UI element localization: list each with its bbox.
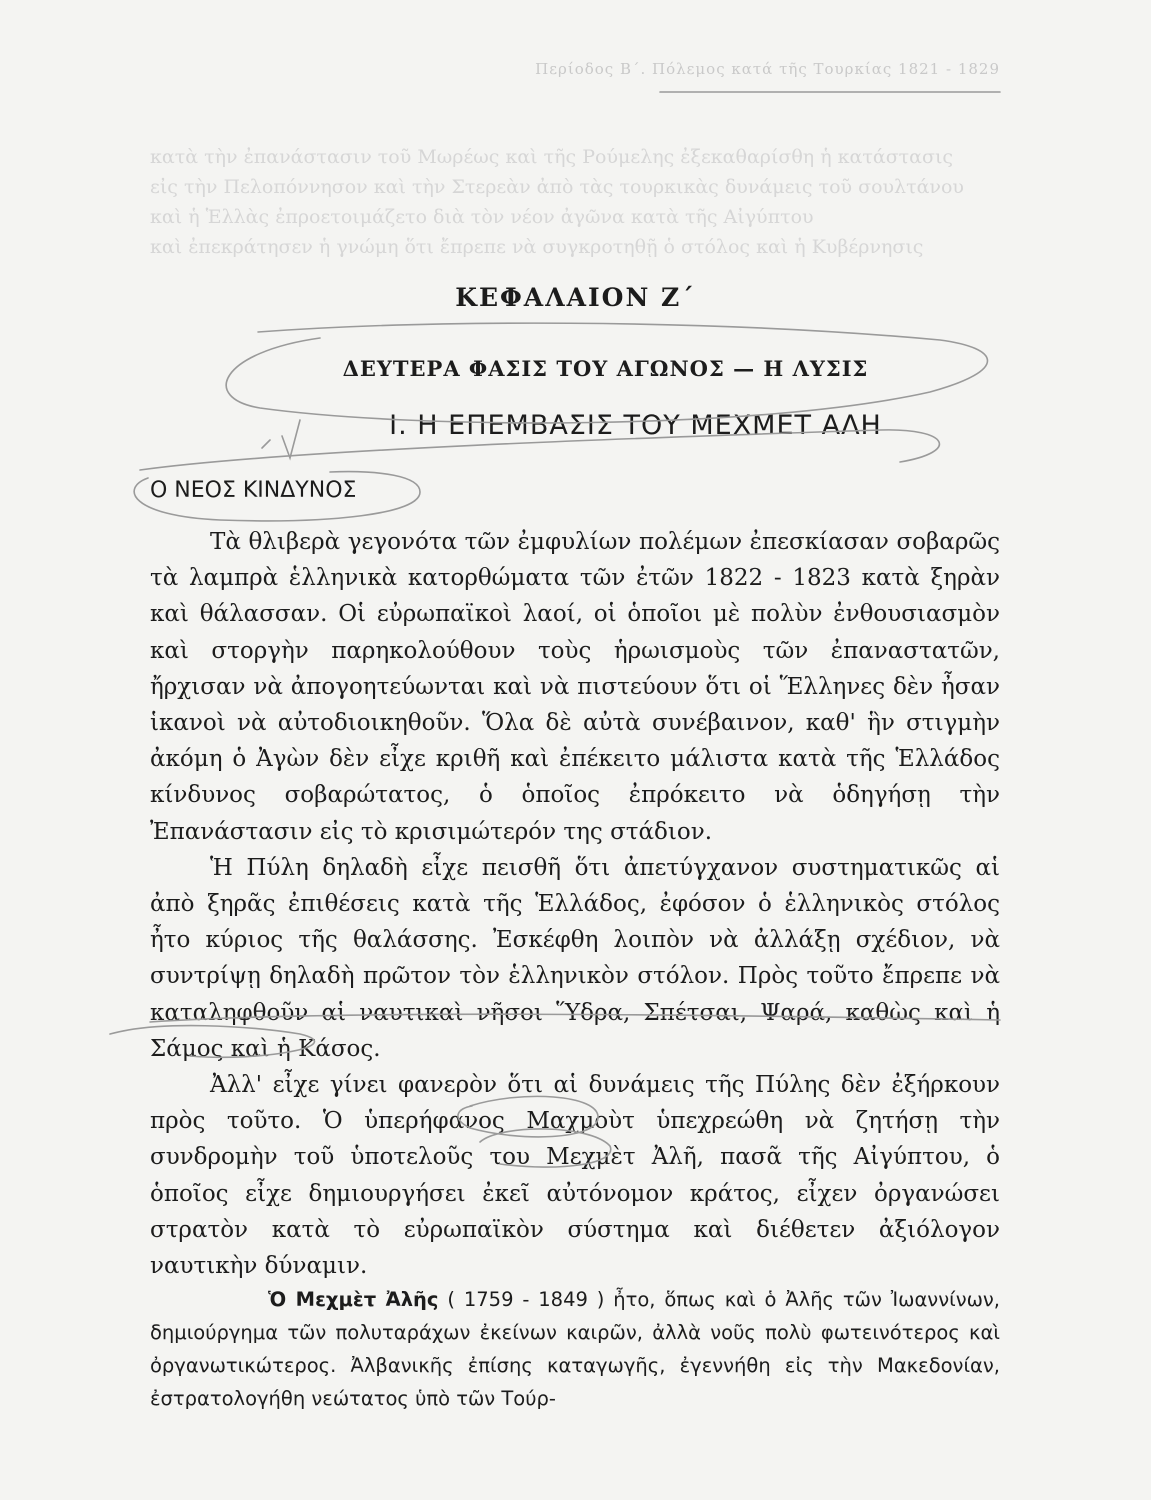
body-text: [150, 524, 1000, 1284]
paragraph: Τὰ θλιβερὰ γεγονότα τῶν ἐμφυλίων πολέμων ἐπεσκίασαν σοβαρῶς τὰ λαμπρὰ ἑλληνικὰ κατορθώματα τῶν ἐτῶν 1822 - 1823 κατὰ ξηρὰν καὶ θάλασσαν. Οἱ εὐρωπαϊκοὶ λαοί, οἱ ὁποῖοι μὲ πολὺν ἐνθουσιασμὸν καὶ στοργὴν παρηκολούθουν τοὺς ἡρωισμοὺς τῶν ἐπαναστατῶν, ἤρχισαν νὰ ἀπογοητεύωνται καὶ νὰ πιστεύουν ὅτι οἱ Ἕλληνες δὲν ἦσαν ἱκανοὶ νὰ αὐτοδιοικηθοῦν. Ὅλα δὲ αὐτὰ συνέβαινον, καθ' ἣν στιγμὴν ἀκόμη ὁ Ἀγὼν δὲν εἶχε κριθῆ καὶ ἐπέκειτο μάλιστα κατὰ τῆς Ἑλλάδος κίνδυνος σοβαρώτατος, ὁ ὁποῖος ἐπρόκειτο νὰ ὁδηγήσῃ τὴν Ἐπανάστασιν εἰς τὸ κρισιμώτερόν της στάδιον.: [150, 529, 1000, 845]
footnote-text: ἦτο, ὅπως καὶ ὁ Ἀλῆς τῶν Ἰωαννίνων, δημιούργημα τῶν πολυταράχων ἐκείνων καιρῶν, ἀλλὰ νοῦς πολὺ φωτεινότερος καὶ ὀργανωτικώτερος. Ἀλβανικῆς ἐπίσης καταγωγῆς, ἐγεννήθη εἰς τὴν Μακεδονίαν, ἐστρατολογήθη νεώτατος ὑπὸ τῶν Τούρ-: [150, 1288, 1001, 1410]
part-title: ΔΕΥΤΕΡΑ ΦΑΣΙΣ ΤΟΥ ΑΓΩΝΟΣ — Η ΛΥΣΙΣ: [342, 356, 869, 381]
paragraph: Ἀλλ' εἶχε γίνει φανερὸν ὅτι αἱ δυνάμεις τῆς Πύλης δὲν ἐξήρκουν πρὸς τοῦτο. Ὁ ὑπερήφανος Μαχμοὺτ ὑπεχρεώθη νὰ ζητήσῃ τὴν συνδρομὴν τοῦ ὑποτελοῦς του Μεχμὲτ Ἀλῆ, πασᾶ τῆς Αἰγύπτου, ὁ ὁποῖος εἶχε δημιουργήσει ἐκεῖ αὐτόνομον κράτος, εἶχεν ὀργανώσει στρατὸν κατὰ τὸ εὐρωπαϊκὸν σύστημα καὶ διέθετεν ἀξιόλογον ναυτικὴν δύναμιν.: [150, 1072, 1000, 1280]
show-through-line: κατὰ τὴν ἐπανάστασιν τοῦ Μωρέως καὶ τῆς Ρούμελης ἐξεκαθαρίσθη ἡ κατάστασις: [150, 146, 954, 168]
paragraph: Ἡ Πύλη δηλαδὴ εἶχε πεισθῆ ὅτι ἀπετύγχανον συστηματικῶς αἱ ἀπὸ ξηρᾶς ἐπιθέσεις κατὰ τῆς Ἑλλάδος, ἐφόσον ὁ ἑλληνικὸς στόλος ἦτο κύριος τῆς θαλάσσης. Ἐσκέφθη λοιπὸν νὰ ἀλλάξῃ σχέδιον, νὰ συντρίψῃ δηλαδὴ πρῶτον τὸν ἑλληνικὸν στόλον. Πρὸς τοῦτο ἔπρεπε νὰ καταληφθοῦν αἱ ναυτικαὶ νῆσοι Ὕδρα, Σπέτσαι, Ψαρά, καθὼς καὶ ἡ Σάμος καὶ ἡ Κάσος.: [150, 854, 1000, 1062]
footnote-years: ( 1759 - 1849 ): [438, 1288, 614, 1311]
footnote-name: Ὁ Μεχμὲτ Ἀλῆς: [268, 1288, 439, 1311]
chapter-title: ΚΕΦΑΛΑΙΟΝ Ζ΄: [455, 283, 696, 312]
show-through-line: καὶ ἐπεκράτησεν ἡ γνώμη ὅτι ἔπρεπε νὰ συγκροτηθῇ ὁ στόλος καὶ ἡ Κυβέρνησις: [150, 236, 924, 258]
subsection-title: Ο ΝΕΟΣ ΚΙΝΔΥΝΟΣ: [150, 478, 357, 503]
footnote: [150, 1283, 1000, 1415]
pencil-tick: [262, 440, 270, 448]
section-title: Ι. Η ΕΠΕΜΒΑΣΙΣ ΤΟΥ ΜΕΧΜΕΤ ΑΛΗ: [389, 410, 882, 441]
show-through-line: εἰς τὴν Πελοπόννησον καὶ τὴν Στερεὰν ἀπὸ τὰς τουρκικὰς δυνάμεις τοῦ σουλτάνου: [150, 176, 964, 198]
footnote-paragraph: [150, 1283, 1000, 1415]
running-head-show-through: Περίοδος Β΄. Πόλεμος κατά τῆς Τουρκίας 1821 - 1829: [535, 60, 1000, 78]
show-through-line: καὶ ἡ Ἑλλὰς ἐπροετοιμάζετο διὰ τὸν νέον ἀγῶνα κατὰ τῆς Αἰγύπτου: [150, 206, 814, 228]
